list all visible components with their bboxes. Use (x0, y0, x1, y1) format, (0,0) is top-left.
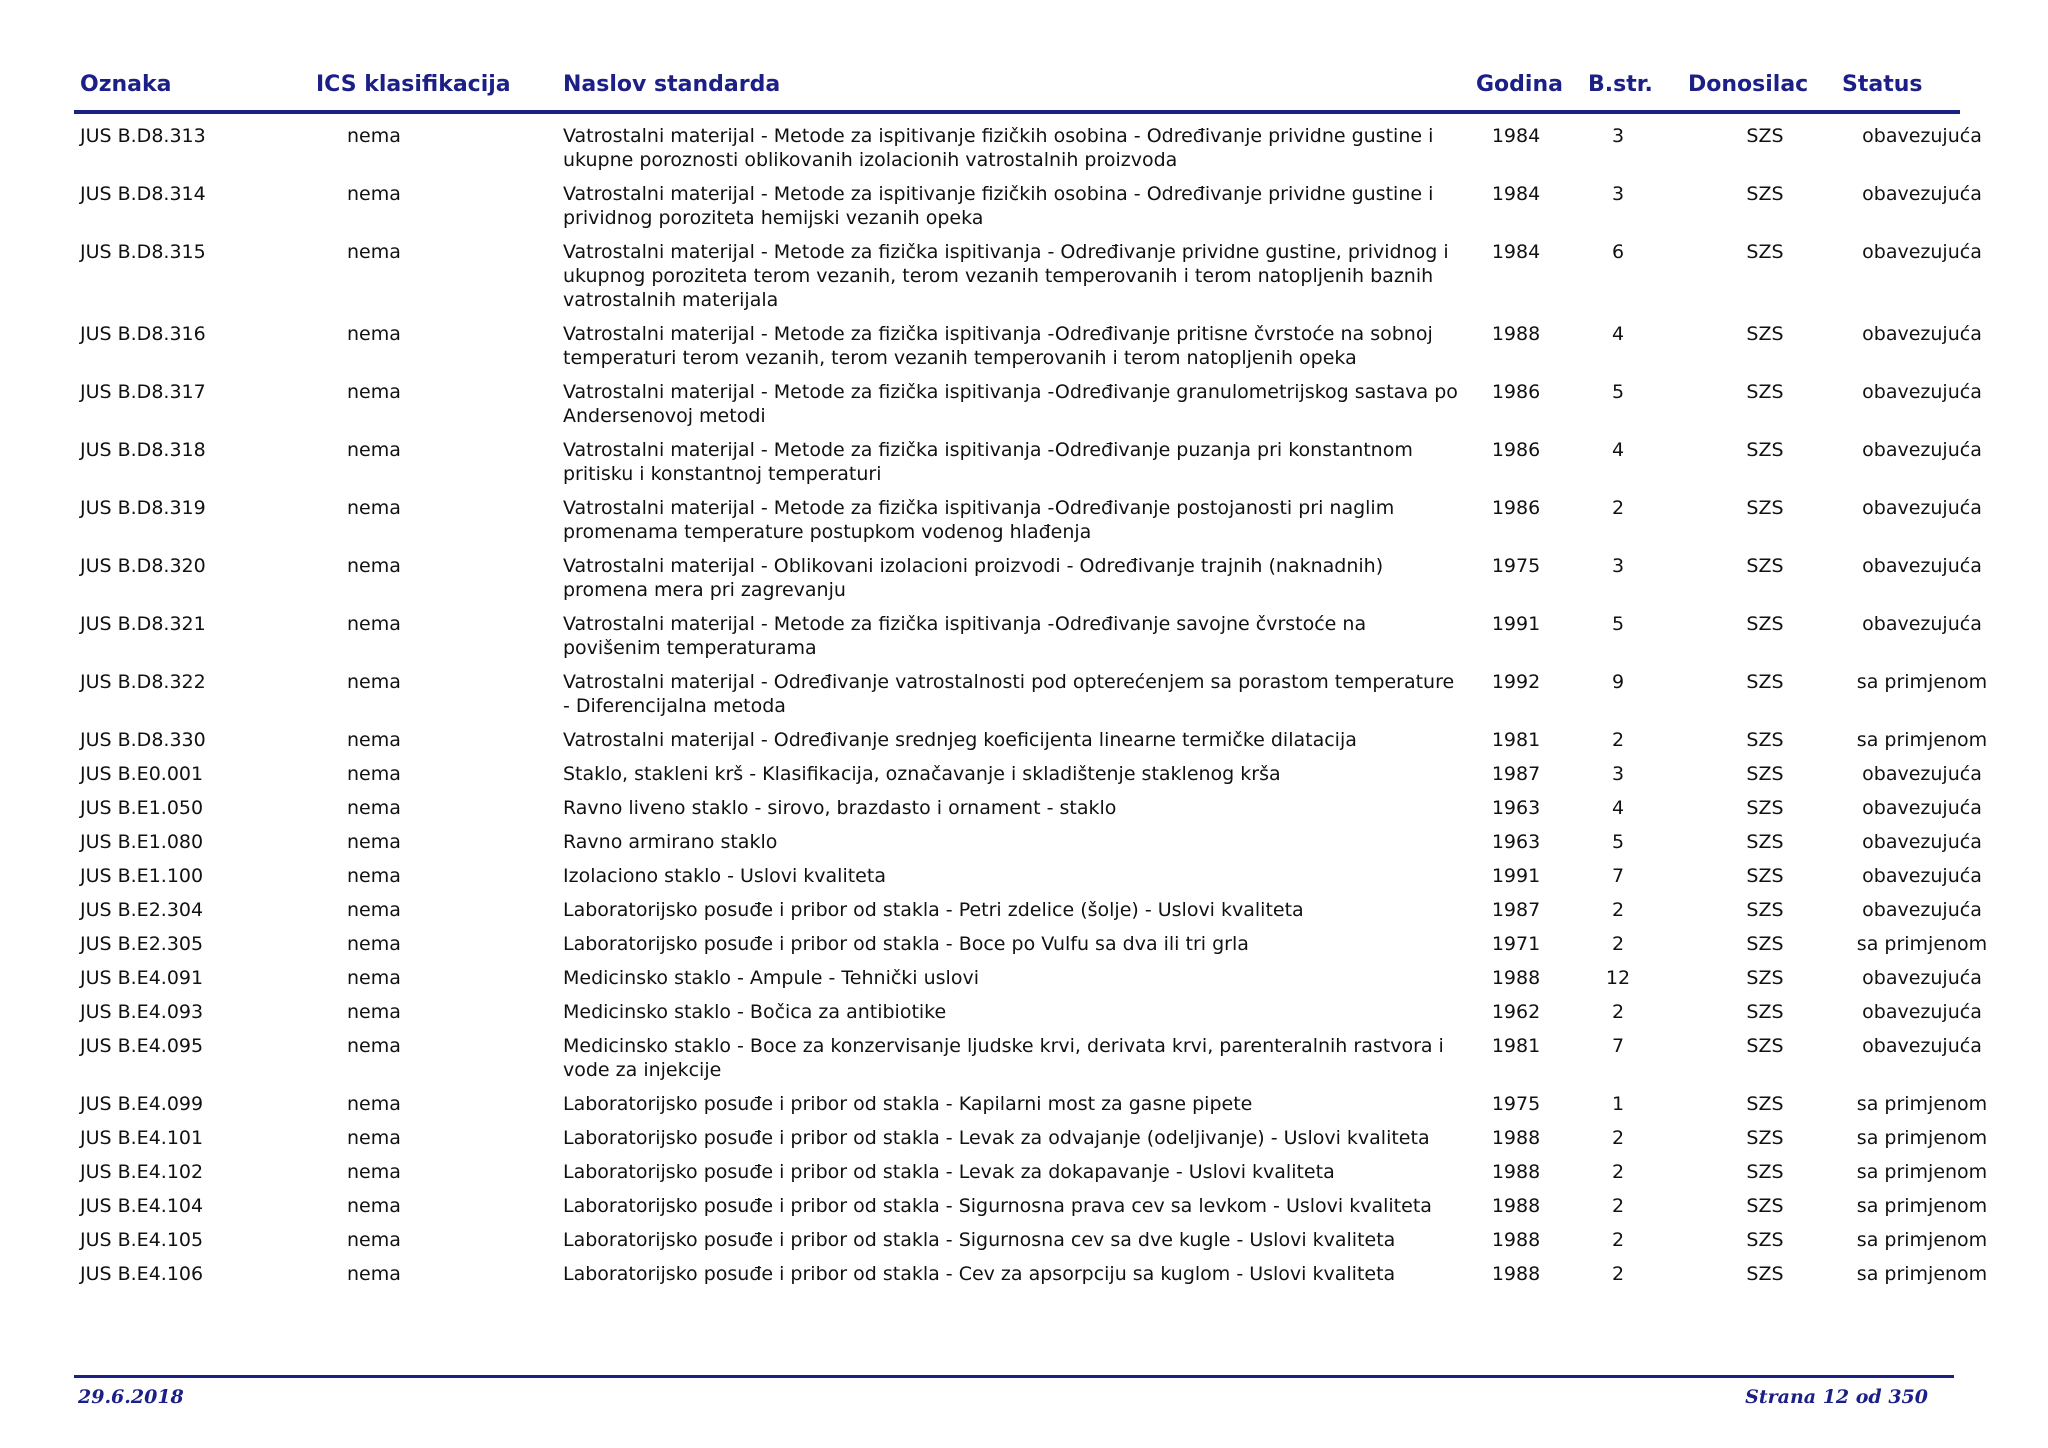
table-row (80, 240, 1980, 312)
cell-year: 1975 (1491, 1093, 1541, 1115)
table-row (80, 1092, 1988, 1116)
cell-pages: 2 (1611, 497, 1625, 519)
cell-status: sa primjenom (1856, 1229, 1988, 1251)
cell-year: 1988 (1491, 1195, 1541, 1217)
cell-year: 1975 (1491, 555, 1541, 577)
cell-status: obavezujuća (1862, 497, 1982, 519)
cell-ics: nema (347, 323, 401, 345)
cell-year: 1986 (1491, 497, 1541, 519)
cell-ics: nema (347, 555, 401, 577)
cell-year: 1984 (1491, 241, 1541, 263)
footer-date: 29.6.2018 (78, 1386, 184, 1408)
cell-code: JUS B.E4.101 (80, 1127, 204, 1149)
header-divider (74, 110, 1960, 114)
cell-ics: nema (347, 241, 401, 263)
cell-donor: SZS (1746, 1001, 1784, 1023)
cell-code: JUS B.D8.315 (80, 241, 206, 263)
cell-status: sa primjenom (1856, 1161, 1988, 1183)
cell-ics: nema (347, 1127, 401, 1149)
standards-table (80, 124, 1988, 1296)
cell-status: obavezujuća (1862, 613, 1982, 635)
table-row (80, 830, 1980, 854)
cell-title: Laboratorijsko posuđe i pribor od stakla - Sigurnosna cev sa dve kugle - Uslovi kvaliteta (563, 1229, 1396, 1251)
cell-year: 1988 (1491, 1161, 1541, 1183)
cell-pages: 2 (1611, 1229, 1625, 1251)
cell-title: Izolaciono staklo - Uslovi kvaliteta (563, 865, 886, 887)
cell-donor: SZS (1746, 613, 1784, 635)
cell-status: obavezujuća (1862, 381, 1982, 403)
cell-status: obavezujuća (1862, 1035, 1982, 1057)
cell-pages: 3 (1611, 763, 1625, 785)
cell-code: JUS B.D8.318 (80, 439, 206, 461)
cell-donor: SZS (1746, 555, 1784, 577)
table-row (80, 898, 1980, 922)
header-ics: ICS klasifikacija (316, 72, 511, 97)
cell-code: JUS B.E4.102 (80, 1161, 204, 1183)
cell-year: 1981 (1491, 1035, 1541, 1057)
cell-ics: nema (347, 1161, 401, 1183)
cell-pages: 12 (1605, 967, 1631, 989)
cell-title: Laboratorijsko posuđe i pribor od stakla - Sigurnosna prava cev sa levkom - Uslovi kvaliteta (563, 1195, 1432, 1217)
cell-status: obavezujuća (1862, 323, 1982, 345)
cell-year: 1987 (1491, 899, 1541, 921)
cell-title: Ravno armirano staklo (563, 831, 778, 853)
cell-code: JUS B.D8.322 (80, 671, 206, 693)
cell-year: 1991 (1491, 613, 1541, 635)
cell-title: Vatrostalni materijal - Metode za fizička ispitivanja - Određivanje prividne gustine, prividnog i ukupnog poroziteta terom vezanih, terom vezanih temperovanih i terom natopljenih baznih vatrostalnih materijala (563, 241, 1449, 311)
cell-pages: 7 (1611, 1035, 1625, 1057)
cell-code: JUS B.E1.080 (80, 831, 204, 853)
cell-title: Staklo, stakleni krš - Klasifikacija, označavanje i skladištenje staklenog krša (563, 763, 1281, 785)
cell-status: sa primjenom (1856, 1127, 1988, 1149)
cell-title: Laboratorijsko posuđe i pribor od stakla - Levak za dokapavanje - Uslovi kvaliteta (563, 1161, 1335, 1183)
cell-code: JUS B.E4.099 (80, 1093, 204, 1115)
cell-donor: SZS (1746, 899, 1784, 921)
cell-code: JUS B.D8.316 (80, 323, 206, 345)
cell-status: sa primjenom (1856, 1195, 1988, 1217)
cell-year: 1962 (1491, 1001, 1541, 1023)
cell-title: Laboratorijsko posuđe i pribor od stakla - Levak za odvajanje (odeljivanje) - Uslovi kvaliteta (563, 1127, 1430, 1149)
cell-pages: 1 (1611, 1093, 1625, 1115)
cell-donor: SZS (1746, 1093, 1784, 1115)
cell-pages: 3 (1611, 125, 1625, 147)
cell-pages: 2 (1611, 933, 1625, 955)
cell-status: obavezujuća (1862, 831, 1982, 853)
cell-year: 1963 (1491, 797, 1541, 819)
cell-donor: SZS (1746, 763, 1784, 785)
table-row (80, 1262, 1988, 1286)
cell-donor: SZS (1746, 831, 1784, 853)
cell-pages: 5 (1611, 381, 1625, 403)
cell-status: obavezujuća (1862, 125, 1982, 147)
cell-title: Vatrostalni materijal - Metode za fizička ispitivanja -Određivanje puzanja pri konstantnom pritisku i konstantnoj temperaturi (563, 439, 1413, 485)
table-row (80, 496, 1980, 544)
cell-year: 1981 (1491, 729, 1541, 751)
cell-year: 1984 (1491, 183, 1541, 205)
cell-status: obavezujuća (1862, 899, 1982, 921)
cell-code: JUS B.E2.305 (80, 933, 204, 955)
cell-ics: nema (347, 933, 401, 955)
cell-pages: 2 (1611, 729, 1625, 751)
table-row (80, 670, 1988, 718)
cell-year: 1988 (1491, 1127, 1541, 1149)
cell-donor: SZS (1746, 241, 1784, 263)
cell-donor: SZS (1746, 1035, 1784, 1057)
table-row (80, 1160, 1988, 1184)
cell-pages: 5 (1611, 831, 1625, 853)
cell-pages: 3 (1611, 555, 1625, 577)
cell-year: 1971 (1491, 933, 1541, 955)
cell-code: JUS B.E1.100 (80, 865, 204, 887)
cell-ics: nema (347, 797, 401, 819)
cell-code: JUS B.E4.106 (80, 1263, 204, 1285)
cell-code: JUS B.E0.001 (80, 763, 204, 785)
cell-ics: nema (347, 613, 401, 635)
cell-donor: SZS (1746, 1195, 1784, 1217)
cell-year: 1963 (1491, 831, 1541, 853)
cell-ics: nema (347, 865, 401, 887)
cell-code: JUS B.E4.104 (80, 1195, 204, 1217)
cell-pages: 6 (1611, 241, 1625, 263)
cell-title: Vatrostalni materijal - Određivanje vatrostalnosti pod opterećenjem sa porastom temperature - Diferencijalna metoda (563, 671, 1455, 717)
cell-donor: SZS (1746, 183, 1784, 205)
cell-year: 1986 (1491, 381, 1541, 403)
cell-ics: nema (347, 763, 401, 785)
cell-title: Vatrostalni materijal - Metode za fizička ispitivanja -Određivanje postojanosti pri naglim promenama temperature postupkom vodenog hlađenja (563, 497, 1395, 543)
cell-status: obavezujuća (1862, 1001, 1982, 1023)
cell-donor: SZS (1746, 865, 1784, 887)
table-row (80, 864, 1980, 888)
table-row (80, 796, 1980, 820)
cell-status: sa primjenom (1856, 933, 1988, 955)
cell-title: Laboratorijsko posuđe i pribor od stakla - Cev za apsorpciju sa kuglom - Uslovi kvaliteta (563, 1263, 1396, 1285)
cell-ics: nema (347, 1263, 401, 1285)
cell-donor: SZS (1746, 729, 1784, 751)
cell-title: Vatrostalni materijal - Metode za fizička ispitivanja -Određivanje granulometrijskog sastava po Andersenovoj metodi (563, 381, 1458, 427)
cell-ics: nema (347, 671, 401, 693)
table-row (80, 380, 1980, 428)
cell-status: obavezujuća (1862, 241, 1982, 263)
cell-pages: 3 (1611, 183, 1625, 205)
cell-ics: nema (347, 899, 401, 921)
cell-ics: nema (347, 1001, 401, 1023)
cell-year: 1988 (1491, 1263, 1541, 1285)
table-row (80, 1126, 1988, 1150)
cell-title: Vatrostalni materijal - Metode za fizička ispitivanja -Određivanje savojne čvrstoće na povišenim temperaturama (563, 613, 1367, 659)
cell-pages: 2 (1611, 899, 1625, 921)
table-row (80, 554, 1980, 602)
cell-title: Ravno liveno staklo - sirovo, brazdasto i ornament - staklo (563, 797, 1117, 819)
cell-code: JUS B.D8.319 (80, 497, 206, 519)
footer-divider (74, 1375, 1954, 1378)
cell-pages: 9 (1611, 671, 1625, 693)
cell-code: JUS B.D8.314 (80, 183, 206, 205)
cell-year: 1987 (1491, 763, 1541, 785)
cell-donor: SZS (1746, 933, 1784, 955)
cell-ics: nema (347, 1195, 401, 1217)
cell-ics: nema (347, 729, 401, 751)
cell-ics: nema (347, 497, 401, 519)
cell-ics: nema (347, 1093, 401, 1115)
cell-code: JUS B.E4.093 (80, 1001, 204, 1023)
cell-status: obavezujuća (1862, 865, 1982, 887)
cell-donor: SZS (1746, 1161, 1784, 1183)
table-row (80, 612, 1980, 660)
cell-pages: 7 (1611, 865, 1625, 887)
cell-title: Vatrostalni materijal - Oblikovani izolacioni proizvodi - Određivanje trajnih (naknadnih) promena mera pri zagrevanju (563, 555, 1384, 601)
cell-ics: nema (347, 381, 401, 403)
cell-donor: SZS (1746, 125, 1784, 147)
cell-year: 1984 (1491, 125, 1541, 147)
cell-title: Laboratorijsko posuđe i pribor od stakla - Petri zdelice (šolje) - Uslovi kvaliteta (563, 899, 1304, 921)
table-header (80, 72, 1960, 110)
cell-code: JUS B.D8.321 (80, 613, 206, 635)
cell-pages: 2 (1611, 1001, 1625, 1023)
header-donor: Donosilac (1688, 72, 1809, 97)
cell-status: sa primjenom (1856, 729, 1988, 751)
cell-title: Medicinsko staklo - Bočica za antibiotike (563, 1001, 947, 1023)
table-row (80, 728, 1988, 752)
cell-donor: SZS (1746, 497, 1784, 519)
cell-ics: nema (347, 1229, 401, 1251)
table-row (80, 322, 1980, 370)
cell-ics: nema (347, 1035, 401, 1057)
cell-donor: SZS (1746, 671, 1784, 693)
cell-code: JUS B.D8.330 (80, 729, 206, 751)
cell-ics: nema (347, 183, 401, 205)
cell-donor: SZS (1746, 323, 1784, 345)
cell-ics: nema (347, 831, 401, 853)
cell-status: sa primjenom (1856, 1263, 1988, 1285)
cell-donor: SZS (1746, 1263, 1784, 1285)
cell-ics: nema (347, 125, 401, 147)
table-row (80, 1228, 1988, 1252)
footer-page-number: Strana 12 od 350 (1745, 1386, 1928, 1408)
table-row (80, 1194, 1988, 1218)
cell-pages: 2 (1611, 1127, 1625, 1149)
cell-year: 1991 (1491, 865, 1541, 887)
cell-pages: 4 (1611, 797, 1625, 819)
cell-year: 1988 (1491, 323, 1541, 345)
cell-status: obavezujuća (1862, 183, 1982, 205)
cell-year: 1986 (1491, 439, 1541, 461)
header-code: Oznaka (80, 72, 172, 97)
cell-code: JUS B.E1.050 (80, 797, 204, 819)
cell-donor: SZS (1746, 381, 1784, 403)
cell-code: JUS B.D8.320 (80, 555, 206, 577)
cell-status: obavezujuća (1862, 555, 1982, 577)
cell-ics: nema (347, 439, 401, 461)
cell-status: obavezujuća (1862, 439, 1982, 461)
cell-title: Vatrostalni materijal - Metode za ispitivanje fizičkih osobina - Određivanje prividne gustine i prividnog poroziteta hemijski vezanih opeka (563, 183, 1434, 229)
table-row (80, 438, 1980, 486)
header-year: Godina (1476, 72, 1563, 97)
cell-ics: nema (347, 967, 401, 989)
cell-code: JUS B.D8.313 (80, 125, 206, 147)
cell-title: Medicinsko staklo - Boce za konzervisanje ljudske krvi, derivata krvi, parenteralnih rastvora i vode za injekcije (563, 1035, 1444, 1081)
cell-pages: 2 (1611, 1161, 1625, 1183)
cell-title: Vatrostalni materijal - Određivanje srednjeg koeficijenta linearne termičke dilatacija (563, 729, 1357, 751)
header-status: Status (1842, 72, 1923, 97)
cell-pages: 2 (1611, 1263, 1625, 1285)
cell-pages: 4 (1611, 439, 1625, 461)
cell-donor: SZS (1746, 1229, 1784, 1251)
table-row (80, 762, 1980, 786)
cell-code: JUS B.E2.304 (80, 899, 204, 921)
table-row (80, 1034, 1980, 1082)
cell-title: Vatrostalni materijal - Metode za ispitivanje fizičkih osobina - Određivanje prividne gustine i ukupne poroznosti oblikovanih izolacionih vatrostalnih proizvoda (563, 125, 1434, 171)
cell-pages: 2 (1611, 1195, 1625, 1217)
cell-status: obavezujuća (1862, 967, 1982, 989)
cell-year: 1988 (1491, 967, 1541, 989)
cell-donor: SZS (1746, 439, 1784, 461)
cell-code: JUS B.E4.105 (80, 1229, 204, 1251)
cell-title: Vatrostalni materijal - Metode za fizička ispitivanja -Određivanje pritisne čvrstoće na sobnoj temperaturi terom vezanih, terom vezanih temperovanih i terom natopljenih opeka (563, 323, 1433, 369)
header-pages: B.str. (1588, 72, 1653, 97)
cell-pages: 5 (1611, 613, 1625, 635)
cell-title: Laboratorijsko posuđe i pribor od stakla - Kapilarni most za gasne pipete (563, 1093, 1253, 1115)
table-row (80, 182, 1980, 230)
table-row (80, 966, 1980, 990)
cell-title: Laboratorijsko posuđe i pribor od stakla - Boce po Vulfu sa dva ili tri grla (563, 933, 1249, 955)
table-row (80, 1000, 1980, 1024)
cell-year: 1988 (1491, 1229, 1541, 1251)
cell-code: JUS B.E4.095 (80, 1035, 204, 1057)
cell-status: obavezujuća (1862, 797, 1982, 819)
cell-title: Medicinsko staklo - Ampule - Tehnički uslovi (563, 967, 979, 989)
table-row (80, 932, 1988, 956)
cell-pages: 4 (1611, 323, 1625, 345)
cell-year: 1992 (1491, 671, 1541, 693)
cell-donor: SZS (1746, 967, 1784, 989)
cell-status: sa primjenom (1856, 1093, 1988, 1115)
header-title: Naslov standarda (563, 72, 781, 97)
cell-status: sa primjenom (1856, 671, 1988, 693)
table-row (80, 124, 1980, 172)
cell-donor: SZS (1746, 797, 1784, 819)
cell-status: obavezujuća (1862, 763, 1982, 785)
cell-code: JUS B.E4.091 (80, 967, 204, 989)
cell-code: JUS B.D8.317 (80, 381, 206, 403)
cell-donor: SZS (1746, 1127, 1784, 1149)
